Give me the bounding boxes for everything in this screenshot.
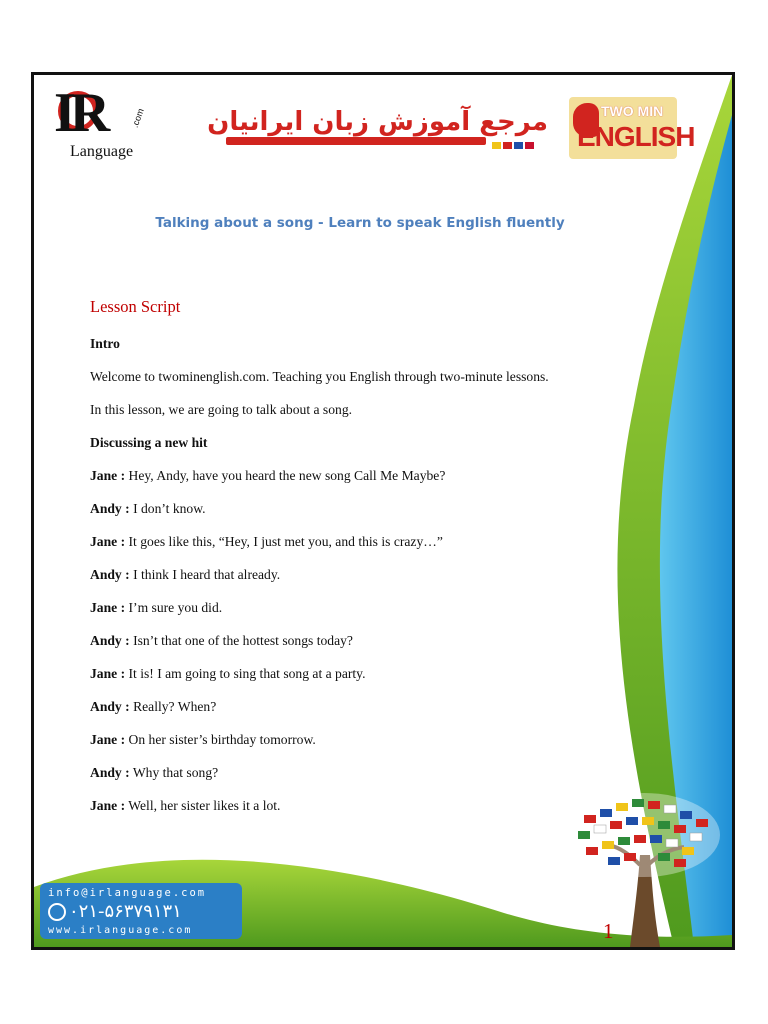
logo-language-text: Language <box>70 143 134 160</box>
dialogue-text: Really? When? <box>129 699 217 714</box>
dialogue-line <box>90 468 445 484</box>
dialogue-line <box>90 798 280 814</box>
flags-icon <box>492 136 536 154</box>
english-text: ENGLISH <box>577 121 695 152</box>
phone-icon <box>48 903 66 921</box>
page-number: 1 <box>603 919 614 943</box>
script-line: Welcome to twominenglish.com. Teaching you English through two-minute lessons. <box>90 369 549 384</box>
dialogue-text: Isn’t that one of the hottest songs today? <box>129 633 353 648</box>
irlanguage-logo <box>52 82 146 160</box>
persian-banner-underline <box>226 137 486 145</box>
dialogue-text: I don’t know. <box>129 501 206 516</box>
speaker-name: Jane : <box>90 468 126 483</box>
dialogue-text: On her sister’s birthday tomorrow. <box>125 732 316 747</box>
dialogue-line <box>90 501 206 517</box>
speaker-name: Andy : <box>90 699 130 714</box>
section-title: Lesson Script <box>90 297 181 316</box>
speaker-name: Andy : <box>90 501 130 516</box>
dialogue-line <box>90 633 353 649</box>
persian-banner-text: مرجع آموزش زبان ایرانیان <box>207 107 548 137</box>
speaker-name: Andy : <box>90 633 130 648</box>
dialogue-text: Why that song? <box>129 765 219 780</box>
contact-footer-box <box>40 883 242 939</box>
script-heading-intro: Intro <box>90 336 120 351</box>
script-line: In this lesson, we are going to talk about a song. <box>90 402 353 417</box>
speaker-name: Andy : <box>90 765 130 780</box>
logo-ir-text: IR <box>54 82 105 144</box>
contact-phone-number: ۰۲۱-۵۶۳۷۹۱۳۱ <box>69 901 182 922</box>
two-min-english-logo <box>569 97 695 159</box>
dialogue-line <box>90 666 366 682</box>
persian-banner-logo <box>207 107 548 149</box>
dialogue-text: I’m sure you did. <box>125 600 223 615</box>
speaker-name: Jane : <box>90 600 126 615</box>
speaker-name: Jane : <box>90 732 126 747</box>
dialogue-line <box>90 534 443 550</box>
contact-email: info@irlanguage.com <box>48 887 207 899</box>
dialogue-text: It is! I am going to sing that song at a party. <box>125 666 366 681</box>
speaker-name: Jane : <box>90 534 126 549</box>
contact-phone <box>48 901 182 922</box>
dialogue-line <box>90 732 316 748</box>
script-heading-discussion: Discussing a new hit <box>90 435 208 450</box>
dialogue-text: I think I heard that already. <box>129 567 281 582</box>
dialogue-line <box>90 600 222 616</box>
dialogue-text: Well, her sister likes it a lot. <box>125 798 281 813</box>
dialogue-text: Hey, Andy, have you heard the new song Call Me Maybe? <box>125 468 446 483</box>
document-title: Talking about a song - Learn to speak English fluently <box>155 215 565 231</box>
dialogue-line <box>90 699 216 715</box>
dialogue-line <box>90 765 218 781</box>
dialogue-text: It goes like this, “Hey, I just met you, and this is crazy…” <box>125 534 443 549</box>
speaker-name: Andy : <box>90 567 130 582</box>
two-min-text: TWO MIN <box>601 103 664 119</box>
speaker-name: Jane : <box>90 666 126 681</box>
speaker-name: Jane : <box>90 798 126 813</box>
dialogue-line <box>90 567 280 583</box>
contact-website: www.irlanguage.com <box>48 925 193 936</box>
logo-com-text: .com <box>129 107 146 129</box>
document-page <box>31 72 735 950</box>
